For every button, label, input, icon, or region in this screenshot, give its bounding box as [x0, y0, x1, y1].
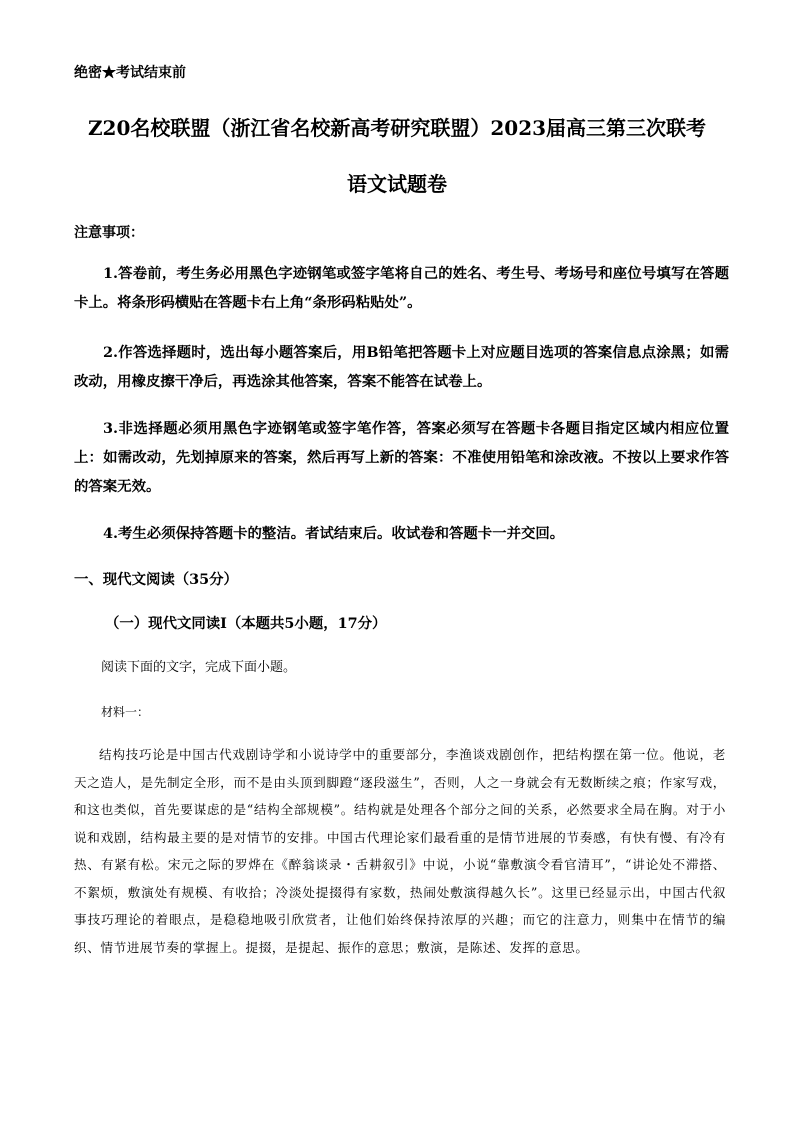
instruction-item-2: 2.作答选择题时，选出每小题答案后，用B铅笔把答题卡上对应题目选项的答案信息点涂黑；如需改动，用橡皮擦干净后，再选涂其他答案，答案不能答在试卷上。: [74, 344, 729, 390]
instruction-item-1: 1.答卷前，考生务必用黑色字迹钢笔或签字笔将自己的姓名、考生号、考场号和座位号填写在答题卡上。将条形码横贴在答题卡右上角“条形码粘贴处”。: [74, 265, 729, 311]
notice-heading: 注意事项：: [74, 225, 144, 241]
reading-instruction: 阅读下面的文字，完成下面小题。: [101, 660, 297, 675]
material-label: 材料一：: [101, 705, 150, 719]
instruction-item-4: 4.考生必须保持答题卡的整洁。者试结束后。收试卷和答题卡一并交回。: [103, 525, 565, 542]
exam-subject-title: 语文试题卷: [347, 172, 447, 196]
confidential-mark: 绝密★考试结束前: [74, 65, 186, 81]
instruction-item-3: 3.非选择题必须用黑色字迹钢笔或签字笔作答，答案必须写在答题卡各题目指定区域内相应位置上：如需改动，先划掉原来的答案，然后再写上新的答案：不准使用铅笔和涂改液。不按以上要求作答的答案无效。: [74, 420, 729, 495]
section-heading: 一、现代文阅读（35分）: [74, 571, 238, 588]
exam-title: Z20名校联盟（浙江省名校新高考研究联盟）2023届高三第三次联考: [87, 116, 707, 140]
subsection-heading: （一）现代文同读Ⅰ（本题共5小题，17分）: [105, 615, 387, 632]
material-paragraph: 结构技巧论是中国古代戏剧诗学和小说诗学中的重要部分，李渔谈戏剧创作，把结构摆在第一位。他说，老天之造人，是先制定全形，而不是由头顶到脚蹬“逐段滋生”，否则，人之一身就会有无数断续之痕；作家写戏，和这也类似，首先要谋虑的是“结构全部规模”。结构就是处理各个部分之间的关系，必然要求全局在胸。对于小说和戏剧，结构最主要的是对情节的安排。中国古代理论家们最看重的是情节进展的节奏感，有快有慢、有冷有热、有紧有松。宋元之际的罗烨在《醉翁谈录・舌耕叙引》中说，小说“靠敷演令看官清耳”，“讲论处不滞搭、不絮烦，敷演处有规模、有收拾；冷淡处提掇得有家数，热闹处敷演得越久长”。这里已经显示出，中国古代叙事技巧理论的着眼点，是稳稳地吸引欣赏者，让他们始终保持浓厚的兴趣；而它的注意力，则集中在情节的编织、情节进展节奏的掌握上。提掇，是提起、振作的意思；敷演，是陈述、发挥的意思。: [74, 747, 726, 955]
